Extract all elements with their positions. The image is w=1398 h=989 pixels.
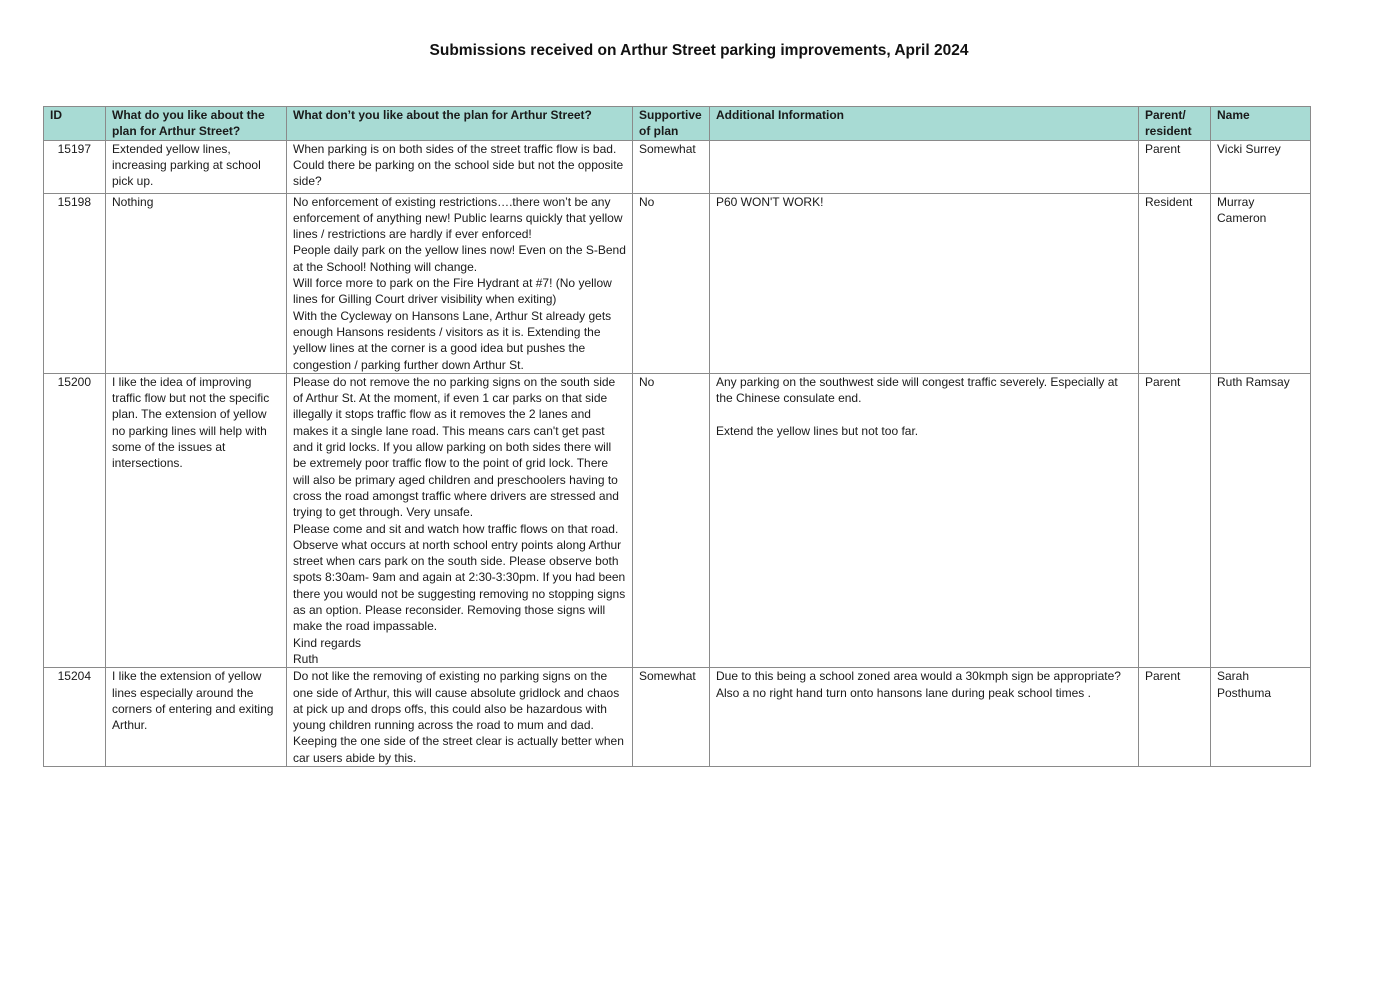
cell-like: I like the idea of improving traffic flow but not the specific plan. The extension of yellow no parking lines will help with some of the issues at intersections. — [106, 373, 287, 667]
cell-like: Extended yellow lines, increasing parking at school pick up. — [106, 140, 287, 193]
column-header-additional: Additional Information — [710, 107, 1139, 141]
column-header-like: What do you like about the plan for Arthur Street? — [106, 107, 287, 141]
cell-id: 15198 — [44, 193, 106, 373]
cell-parent-resident: Parent — [1139, 373, 1211, 667]
submissions-table — [43, 106, 1311, 767]
cell-like: Nothing — [106, 193, 287, 373]
cell-name: Murray Cameron — [1211, 193, 1311, 373]
cell-supportive: Somewhat — [633, 140, 710, 193]
cell-id: 15197 — [44, 140, 106, 193]
cell-name: Vicki Surrey — [1211, 140, 1311, 193]
column-header-supportive: Supportive of plan — [633, 107, 710, 141]
table-row — [44, 140, 1311, 193]
cell-additional: Due to this being a school zoned area would a 30kmph sign be appropriate? Also a no right hand turn onto hansons lane during peak school times . — [710, 668, 1139, 767]
cell-id: 15200 — [44, 373, 106, 667]
table-row — [44, 373, 1311, 667]
cell-dislike: Please do not remove the no parking signs on the south side of Arthur St. At the moment, if even 1 car parks on that side illegally it stops traffic flow as it removes the 2 lanes and makes it a single lane road. This means cars can't get past and it grid locks. If you allow parking on both sides there will be extremely poor traffic flow to the point of grid lock. There will also be primary aged children and preschoolers having to cross the road amongst traffic where drivers are stressed and trying to get through. Very unsafe. Please come and sit and watch how traffic flows on that road. Observe what occurs at north school entry points along Arthur street when cars park on the south side. Please observe both spots 8:30am- 9am and again at 2:30-3:30pm. If you had been there you would not be suggesting removing no stopping signs as an option. Please reconsider. Removing those signs will make the road impassable. Kind regards Ruth — [287, 373, 633, 667]
column-header-parent-resident: Parent/ resident — [1139, 107, 1211, 141]
page-title: Submissions received on Arthur Street parking improvements, April 2024 — [429, 42, 969, 59]
cell-additional — [710, 140, 1139, 193]
table-row — [44, 668, 1311, 767]
cell-supportive: No — [633, 373, 710, 667]
cell-supportive: Somewhat — [633, 668, 710, 767]
column-header-dislike: What don’t you like about the plan for Arthur Street? — [287, 107, 633, 141]
column-header-id: ID — [44, 107, 106, 141]
table-row — [44, 193, 1311, 373]
cell-parent-resident: Resident — [1139, 193, 1211, 373]
cell-parent-resident: Parent — [1139, 140, 1211, 193]
cell-name: Ruth Ramsay — [1211, 373, 1311, 667]
cell-like: I like the extension of yellow lines especially around the corners of entering and exiting Arthur. — [106, 668, 287, 767]
cell-additional: P60 WON'T WORK! — [710, 193, 1139, 373]
cell-additional: Any parking on the southwest side will congest traffic severely. Especially at the Chinese consulate end. Extend the yellow lines but not too far. — [710, 373, 1139, 667]
cell-name: Sarah Posthuma — [1211, 668, 1311, 767]
cell-supportive: No — [633, 193, 710, 373]
cell-dislike: When parking is on both sides of the street traffic flow is bad. Could there be parking on the school side but not the opposite side? — [287, 140, 633, 193]
header-row — [44, 107, 1311, 141]
cell-dislike: No enforcement of existing restrictions….there won’t be any enforcement of anything new! Public learns quickly that yellow lines / restrictions are hardly if ever enforced! People daily park on the yellow lines now! Even on the S-Bend at the School! Nothing will change. Will force more to park on the Fire Hydrant at #7! (No yellow lines for Gilling Court driver visibility when exiting) With the Cycleway on Hansons Lane, Arthur St already gets enough Hansons residents / visitors as it is. Extending the yellow lines at the corner is a good idea but pushes the congestion / parking further down Arthur St. — [287, 193, 633, 373]
column-header-name: Name — [1211, 107, 1311, 141]
cell-dislike: Do not like the removing of existing no parking signs on the one side of Arthur, this will cause absolute gridlock and chaos at pick up and drops offs, this could also be hazardous with young children running across the road to mum and dad. Keeping the one side of the street clear is actually better when car users abide by this. — [287, 668, 633, 767]
cell-id: 15204 — [44, 668, 106, 767]
cell-parent-resident: Parent — [1139, 668, 1211, 767]
